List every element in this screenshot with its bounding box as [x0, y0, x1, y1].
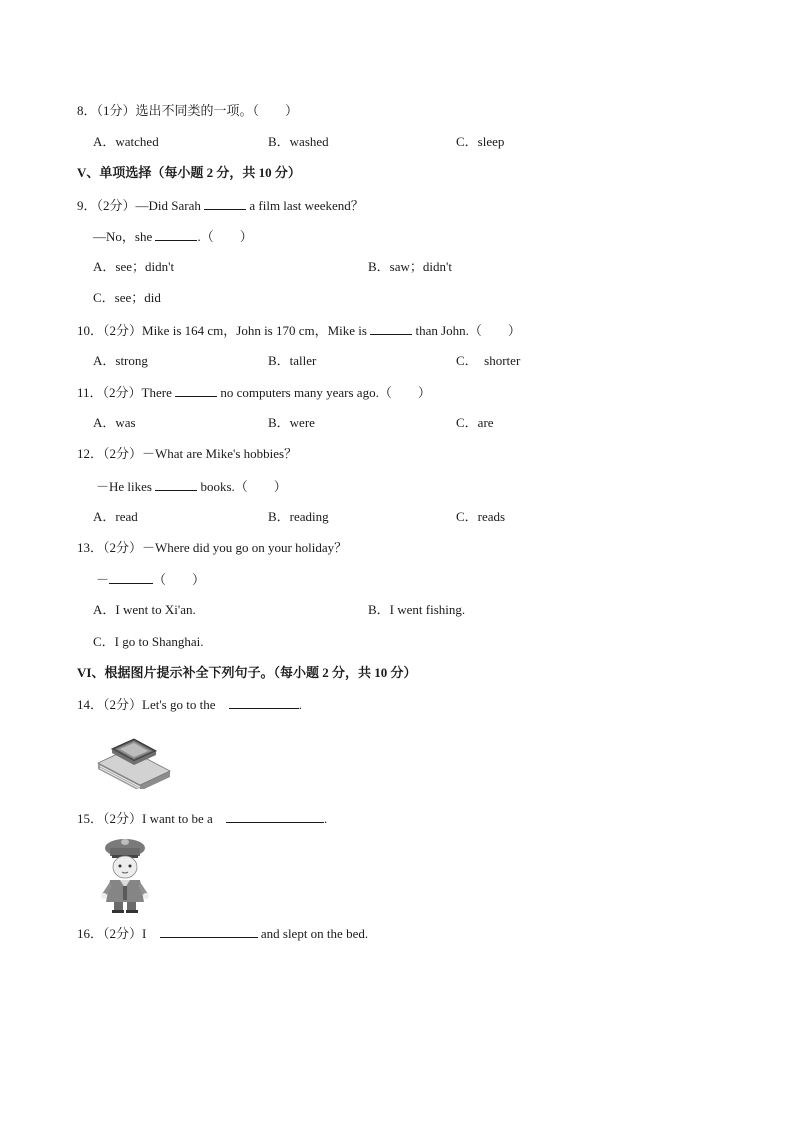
q9-option-c[interactable]: C．see；did	[93, 290, 161, 305]
q9-option-a[interactable]: A．see；didn't	[93, 259, 175, 274]
q16-text-a: I	[142, 926, 150, 941]
q10-number: 10．（2分）	[77, 323, 143, 338]
q9-line1-text-a: —Did Sarah	[135, 198, 205, 213]
q8-option-a[interactable]: A．watched	[93, 134, 159, 149]
q13-line2-text-a: －	[96, 572, 110, 587]
q9-blank-2[interactable]	[155, 227, 197, 241]
cinema-screen-picture	[94, 733, 174, 789]
q12-line2-text-a: －He likes	[96, 479, 156, 494]
q13-option-a[interactable]: A．I went to Xi'an.	[93, 602, 196, 617]
q11-option-a[interactable]: A．was	[93, 415, 136, 430]
q9-line2-text-a: —No，she	[93, 229, 156, 244]
q12-line2-text-b: books.（ ）	[197, 479, 287, 494]
q16-stem	[77, 924, 368, 943]
q9-line1-text-b: a film last weekend？	[246, 198, 364, 213]
q13-option-b[interactable]: B．I went fishing.	[368, 602, 466, 617]
section-v-heading: V、单项选择（每小题 2 分，共 10 分）	[77, 165, 301, 180]
q13-blank[interactable]	[109, 570, 153, 584]
q10-stem	[77, 321, 521, 340]
q16-text-b: and slept on the bed.	[257, 926, 369, 941]
q11-number: 11．（2分）	[77, 385, 142, 400]
q11-stem	[77, 383, 431, 402]
q10-blank[interactable]	[370, 321, 412, 335]
q12-line1	[77, 445, 297, 463]
q10-text-a: Mike is 164 cm，John is 170 cm，Mike is	[142, 323, 371, 338]
q13-number: 13．（2分）	[77, 540, 143, 555]
q15-blank[interactable]	[226, 809, 324, 823]
q11-text-a: There	[141, 385, 176, 400]
section-vi-heading: VI、根据图片提示补全下列句子。（每小题 2 分，共 10 分）	[77, 665, 417, 680]
q13-line1	[77, 539, 347, 557]
q13-line2	[96, 570, 205, 589]
q9-line1	[77, 196, 364, 215]
q9-line2	[93, 227, 253, 246]
q9-line2-text-b: .（ ）	[197, 229, 253, 244]
q15-number: 15．（2分）	[77, 811, 143, 826]
q14-blank[interactable]	[229, 695, 299, 709]
q12-line2	[96, 477, 287, 496]
q10-option-b[interactable]: B．taller	[268, 353, 317, 368]
q8-stem: 8．（1分）选出不同类的一项。（ ）	[77, 103, 299, 118]
q14-text-b: .	[298, 697, 302, 712]
q9-number: 9．（2分）	[77, 198, 136, 213]
q11-text-b: no computers many years ago.（ ）	[217, 385, 431, 400]
q11-option-b[interactable]: B．were	[268, 415, 315, 430]
q13-option-c[interactable]: C．I go to Shanghai.	[93, 634, 204, 649]
q12-option-c[interactable]: C．reads	[456, 509, 506, 524]
q12-option-b[interactable]: B．reading	[268, 509, 329, 524]
q15-stem	[77, 809, 327, 828]
q8-option-b[interactable]: B．washed	[268, 134, 329, 149]
q14-number: 14．（2分）	[77, 697, 143, 712]
q12-number: 12．（2分）	[77, 446, 143, 461]
q11-option-c[interactable]: C．are	[456, 415, 494, 430]
q10-text-b: than John.（ ）	[412, 323, 521, 338]
q13-line1-text: －Where did you go on your holiday？	[142, 540, 348, 555]
q9-option-b[interactable]: B．saw；didn't	[368, 259, 452, 274]
q11-blank[interactable]	[175, 383, 217, 397]
q8-option-c[interactable]: C．sleep	[456, 134, 505, 149]
q9-blank-1[interactable]	[204, 196, 246, 210]
q16-number: 16．（2分）	[77, 926, 143, 941]
police-officer-picture	[98, 836, 152, 914]
q14-text-a: Let's go to the	[142, 697, 219, 712]
q12-line1-text: －What are Mike's hobbies？	[142, 446, 298, 461]
q15-text-b: .	[324, 811, 328, 826]
q14-stem	[77, 695, 302, 714]
q16-blank[interactable]	[160, 924, 258, 938]
q12-option-a[interactable]: A．read	[93, 509, 138, 524]
q15-text-a: I want to be a	[142, 811, 217, 826]
q12-blank[interactable]	[155, 477, 197, 491]
q10-option-a[interactable]: A．strong	[93, 353, 148, 368]
q10-option-c[interactable]: C． shorter	[456, 353, 521, 368]
q13-line2-text-b: （ ）	[153, 572, 206, 587]
